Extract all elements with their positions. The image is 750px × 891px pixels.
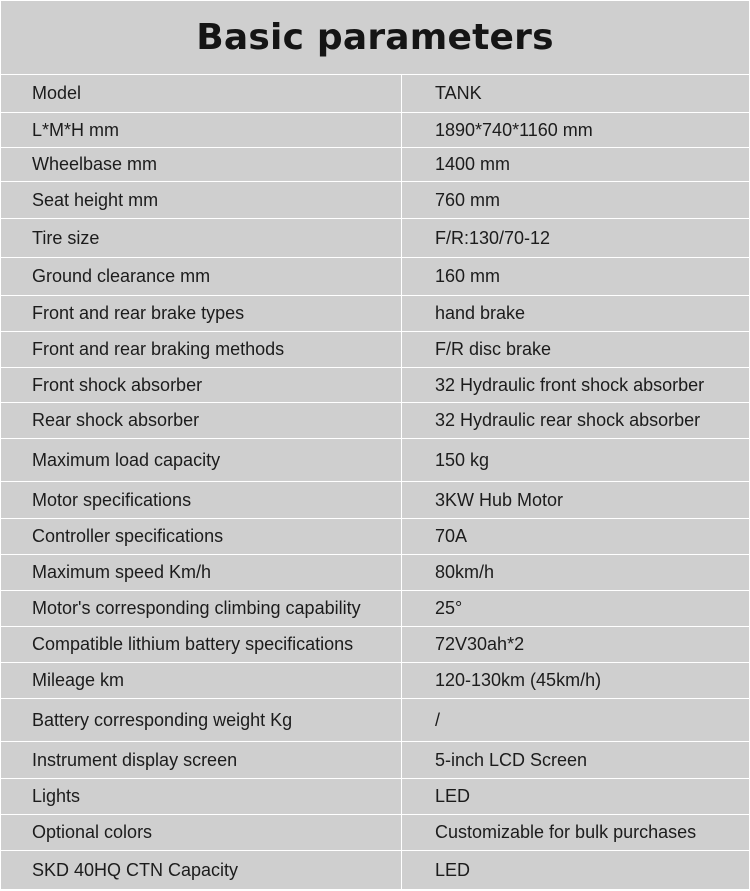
table-row bbox=[1, 482, 749, 519]
table-row bbox=[1, 148, 749, 182]
table-row bbox=[1, 439, 749, 482]
table-row bbox=[1, 663, 749, 699]
parameters-table bbox=[1, 75, 749, 889]
parameter-value: 5-inch LCD Screen bbox=[435, 749, 588, 770]
table-row bbox=[1, 75, 749, 113]
parameter-name: Lights bbox=[1, 779, 402, 814]
parameter-name: Front and rear braking methods bbox=[1, 332, 402, 367]
parameter-value: 760 mm bbox=[435, 189, 501, 210]
title-bar bbox=[1, 1, 749, 75]
parameter-value: LED bbox=[435, 786, 471, 806]
parameter-name: Wheelbase mm bbox=[1, 148, 402, 181]
parameter-name: Tire size bbox=[1, 219, 402, 257]
table-row bbox=[1, 555, 749, 591]
parameter-value: F/R disc brake bbox=[435, 339, 552, 359]
parameter-name: Battery corresponding weight Kg bbox=[1, 699, 402, 741]
parameter-name: Motor specifications bbox=[1, 482, 402, 518]
parameter-name: SKD 40HQ CTN Capacity bbox=[1, 851, 402, 889]
parameter-name: Optional colors bbox=[1, 815, 402, 850]
table-row bbox=[1, 591, 749, 627]
parameter-value: 72V30ah*2 bbox=[435, 634, 525, 654]
table-row bbox=[1, 815, 749, 851]
parameter-name: Instrument display screen bbox=[1, 742, 402, 778]
parameter-value: F/R:130/70-12 bbox=[435, 227, 551, 248]
table-row bbox=[1, 113, 749, 148]
parameter-value: 80km/h bbox=[435, 562, 495, 582]
table-row bbox=[1, 627, 749, 663]
table-row bbox=[1, 403, 749, 439]
parameter-name: Model bbox=[1, 75, 402, 112]
parameter-value: LED bbox=[435, 859, 471, 880]
parameter-value: 32 Hydraulic rear shock absorber bbox=[435, 410, 701, 430]
parameter-name: Seat height mm bbox=[1, 182, 402, 218]
parameter-value: Customizable for bulk purchases bbox=[435, 822, 697, 842]
parameter-name: Front shock absorber bbox=[1, 368, 402, 402]
table-row bbox=[1, 742, 749, 779]
parameter-name: Motor's corresponding climbing capability bbox=[1, 591, 402, 626]
parameter-value: / bbox=[435, 709, 441, 730]
page-title: Basic parameters bbox=[196, 17, 554, 58]
parameter-name: Maximum speed Km/h bbox=[1, 555, 402, 590]
parameter-value: 3KW Hub Motor bbox=[435, 489, 564, 510]
table-row bbox=[1, 519, 749, 555]
parameter-name: Ground clearance mm bbox=[1, 258, 402, 295]
parameter-name: Mileage km bbox=[1, 663, 402, 698]
parameter-name: L*M*H mm bbox=[1, 113, 402, 147]
table-row bbox=[1, 182, 749, 219]
parameter-value: hand brake bbox=[435, 303, 526, 323]
parameter-value: 120-130km (45km/h) bbox=[435, 670, 602, 690]
parameter-value: 160 mm bbox=[435, 266, 501, 286]
table-row bbox=[1, 332, 749, 368]
table-row bbox=[1, 296, 749, 332]
parameters-sheet bbox=[1, 1, 749, 889]
parameter-name: Controller specifications bbox=[1, 519, 402, 554]
parameter-value: TANK bbox=[435, 83, 482, 103]
parameter-value: 25° bbox=[435, 598, 463, 618]
parameter-value: 1400 mm bbox=[435, 154, 511, 174]
table-row bbox=[1, 699, 749, 742]
table-row bbox=[1, 219, 749, 258]
table-row bbox=[1, 779, 749, 815]
parameter-value: 1890*740*1160 mm bbox=[435, 119, 593, 140]
parameter-value: 70A bbox=[435, 526, 468, 546]
parameter-name: Maximum load capacity bbox=[1, 439, 402, 481]
parameter-value: 150 kg bbox=[435, 449, 490, 470]
parameter-value: 32 Hydraulic front shock absorber bbox=[435, 374, 705, 395]
parameter-name: Rear shock absorber bbox=[1, 403, 402, 438]
table-row bbox=[1, 258, 749, 296]
table-row bbox=[1, 368, 749, 403]
table-row bbox=[1, 851, 749, 889]
parameter-name: Compatible lithium battery specifications bbox=[1, 627, 402, 662]
parameter-name: Front and rear brake types bbox=[1, 296, 402, 331]
